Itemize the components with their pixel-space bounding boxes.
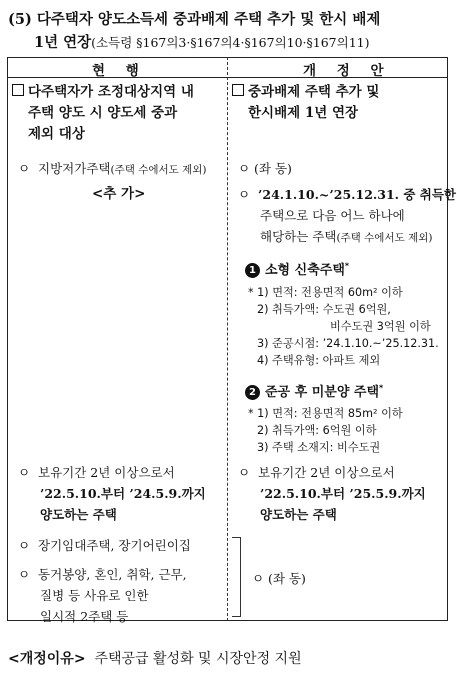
checkbox-icon bbox=[232, 84, 244, 96]
current-item-long-term-rental: ㅇ 장기임대주택, 장기어린이집 bbox=[18, 538, 191, 553]
revised-item-same-as-left-2: ㅇ (좌 동) bbox=[252, 571, 306, 586]
checkbox-icon bbox=[12, 84, 24, 96]
subitem-unsold-house: 2 준공 후 미분양 주택* bbox=[245, 381, 383, 400]
revision-reason-label: <개정이유> bbox=[8, 651, 86, 667]
bracket-divider bbox=[232, 537, 241, 617]
circled-number-2-icon: 2 bbox=[245, 385, 260, 400]
circled-number-1-icon: 1 bbox=[245, 263, 260, 278]
current-item-holding-period: ㅇ 보유기간 2년 이상으로서 ’22.5.10.부터 ’24.5.9.까지 양도하는 주택 bbox=[18, 465, 206, 522]
add-placeholder: <추 가> bbox=[92, 186, 146, 202]
revised-heading: 중과배제 주택 추가 및 한시배제 1년 연장 bbox=[232, 82, 379, 124]
subitem-unsold-house-details: * 1) 면적: 전용면적 85m² 이하 2) 취득가액: 6억원 이하 3) 주택 소재지: 비수도권 bbox=[248, 407, 403, 454]
revised-item-holding-period: ㅇ 보유기간 2년 이상으로서 ’22.5.10.부터 ’25.5.9.까지 양도하는 주택 bbox=[238, 465, 426, 522]
section-title-line2: 1년 연장(소득령 §167의3·§167의4·§167의10·§167의11) bbox=[34, 34, 370, 51]
revised-item-new-acquisition: ㅇ ’24.1.10.~’25.12.31. 중 취득한 주택으로 다음 어느 하나에 해당하는 주택(주택 수에서도 제외) bbox=[238, 187, 456, 244]
section-title bbox=[8, 8, 380, 54]
current-item-temporary-two-houses: ㅇ 동거봉양, 혼인, 취학, 근무, 질병 등 사유로 인한 일시적 2주택 등 bbox=[18, 567, 187, 624]
revision-reason-text: 주택공급 활성화 및 시장안정 지원 bbox=[94, 651, 302, 667]
header-current: 현 행 bbox=[92, 63, 147, 79]
current-item-low-price-house: ㅇ 지방저가주택(주택 수에서도 제외) bbox=[18, 161, 207, 176]
revised-item-same-as-left: ㅇ (좌 동) bbox=[238, 161, 292, 176]
subitem-small-new-house-details: * 1) 면적: 전용면적 60m² 이하 2) 취득가액: 수도권 6억원, 비수도권 3억원 이하 3) 준공시점: ’24.1.10.~’25.12.31. 4) 주택유형: 아파트 제외 bbox=[248, 286, 439, 367]
law-reference: (소득령 §167의3·§167의4·§167의10·§167의11) bbox=[91, 35, 370, 50]
subitem-small-new-house: 1 소형 신축주택* bbox=[245, 259, 349, 278]
header-revised: 개 정 안 bbox=[303, 63, 392, 79]
revision-reason bbox=[8, 648, 302, 668]
current-heading: 다주택자가 조정대상지역 내 주택 양도 시 양도세 중과 제외 대상 bbox=[12, 82, 194, 145]
column-divider bbox=[227, 57, 229, 621]
section-title-line1: (5) 다주택자 양도소득세 중과배제 주택 추가 및 한시 배제 bbox=[8, 11, 381, 28]
